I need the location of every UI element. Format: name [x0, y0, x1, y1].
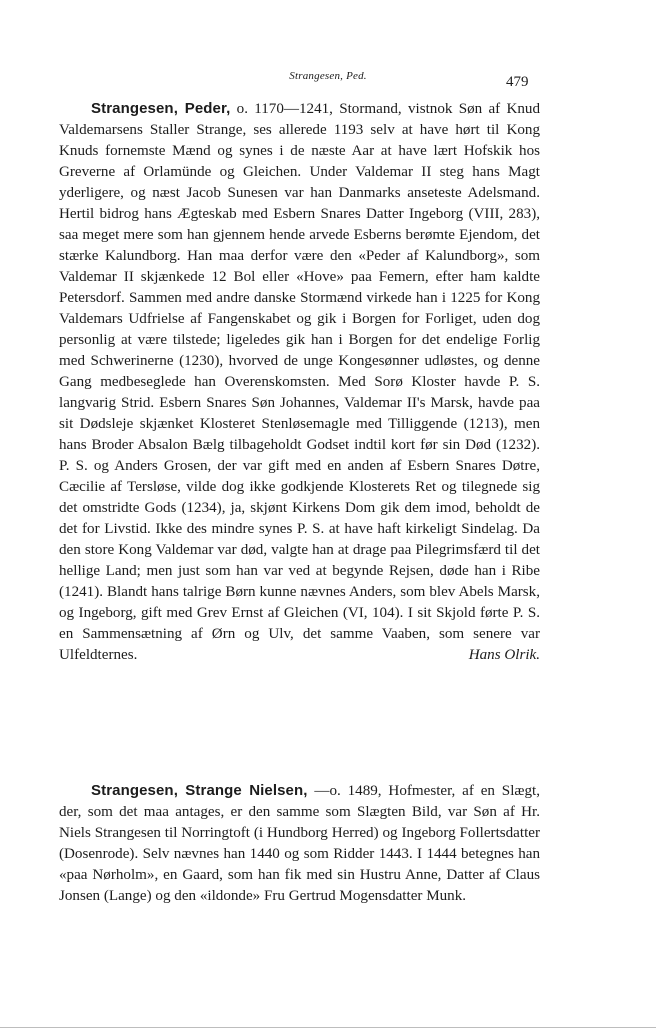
entry-headword: Strangesen, Peder, — [91, 100, 231, 117]
entry-body: o. 1170—1241, Stormand, vistnok Søn af Knud Valdemarsens Staller Strange, ses allerede 1193 selv at have hørt til Kong Knuds fornemste Mænd og synes i de næste Aar at have lært Hofskik hos Greverne af Orlamünde og Gleichen. Under Valdemar II steg hans Magt yderligere, og næst Jacob Sunesen var han Danmarks anseteste Adelsmand. Hertil bidrog hans Ægteskab med Esbern Snares Datter Ingeborg (VIII, 283), saa meget mere som han gjennem hende arvede Esberns berømte Ejendom, det stærke Kalundborg. Han maa derfor være den «Peder af Kalundborg», som Valdemar II skjænkede 12 Bol eller «Hove» paa Femern, efter ham kaldte Petersdorf. Sammen med andre danske Stormænd virkede han i 1225 for Kong Valdemars Udfrielse af Fangenskabet og gik i Borgen for Forliget, uden dog personlig at være tilstede; ligeledes gik han i Borgen for det endelige Forlig med Schwerinerne (1230), hvorved de unge Kongesønner udløstes, og denne Gang medbeseglede han Overenskomsten. Med Sorø Kloster havde P. S. langvarig Strid. Esbern Snares Søn Johannes, Valdemar II's Marsk, havde paa sit Dødsleje skjænket Klosteret Stenløsemagle med Tilliggende (1213), men hans Broder Absalon Bælg tilbageholdt Godset indtil kort før sin Død (1232). P. S. og Anders Grosen, der var gift med en anden af Esbern Snares Døtre, Cæcilie af Tersløse, vilde dog ikke godkjende Klosterets Ret og tilegnede sig det omstridte Gods (1234), ja, skjønt Kirkens Dom gik dem imod, beholdt de det for Livstid. Ikke des mindre synes P. S. at have haft kirkeligt Sindelag. Da den store Kong Valdemar var død, valgte han at drage paa Pilegrimsfærd til det hellige Land; men just som han var ved at begynde Rejsen, døde han i Ribe (1241). Blandt hans talrige Børn kunne nævnes Anders, som blev Abels Marsk, og Ingeborg, gift med Grev Ernst af Gleichen (VI, 104). I sit Skjold førte P. S. en Sammensætning af Ørn og Ulv, det samme Vaaben, som senere var Ulfeldternes. — [59, 101, 541, 663]
page-number: 479 — [506, 74, 529, 90]
entry-body: —o. 1489, Hofmester, af en Slægt, der, som det maa antages, er den samme som Slægten Bild, var Søn af Hr. Niels Strangesen til Norringtoft (i Hundborg Herred) og Ingeborg Follertsdatter (Dosenrode). Selv nævnes han 1440 og som Ridder 1443. I 1444 betegnes han «paa Nørholm», en Gaard, som han fik med sin Hustru Anne, Datter af Claus Jonsen (Lange) og den «ildonde» Fru Gertrud Mogensdatter Munk. — [59, 783, 540, 904]
biography-entry-peder-strangesen — [59, 98, 540, 666]
entry-paragraph — [59, 780, 540, 907]
page-bottom-rule — [0, 1027, 656, 1028]
running-head: Strangesen, Ped. — [289, 70, 367, 82]
biography-entry-strange-nielsen-strangesen — [59, 780, 540, 907]
entry-headword: Strangesen, Strange Nielsen, — [91, 782, 308, 799]
entry-paragraph — [59, 98, 540, 666]
author-signature: Hans Olrik. — [468, 647, 540, 663]
